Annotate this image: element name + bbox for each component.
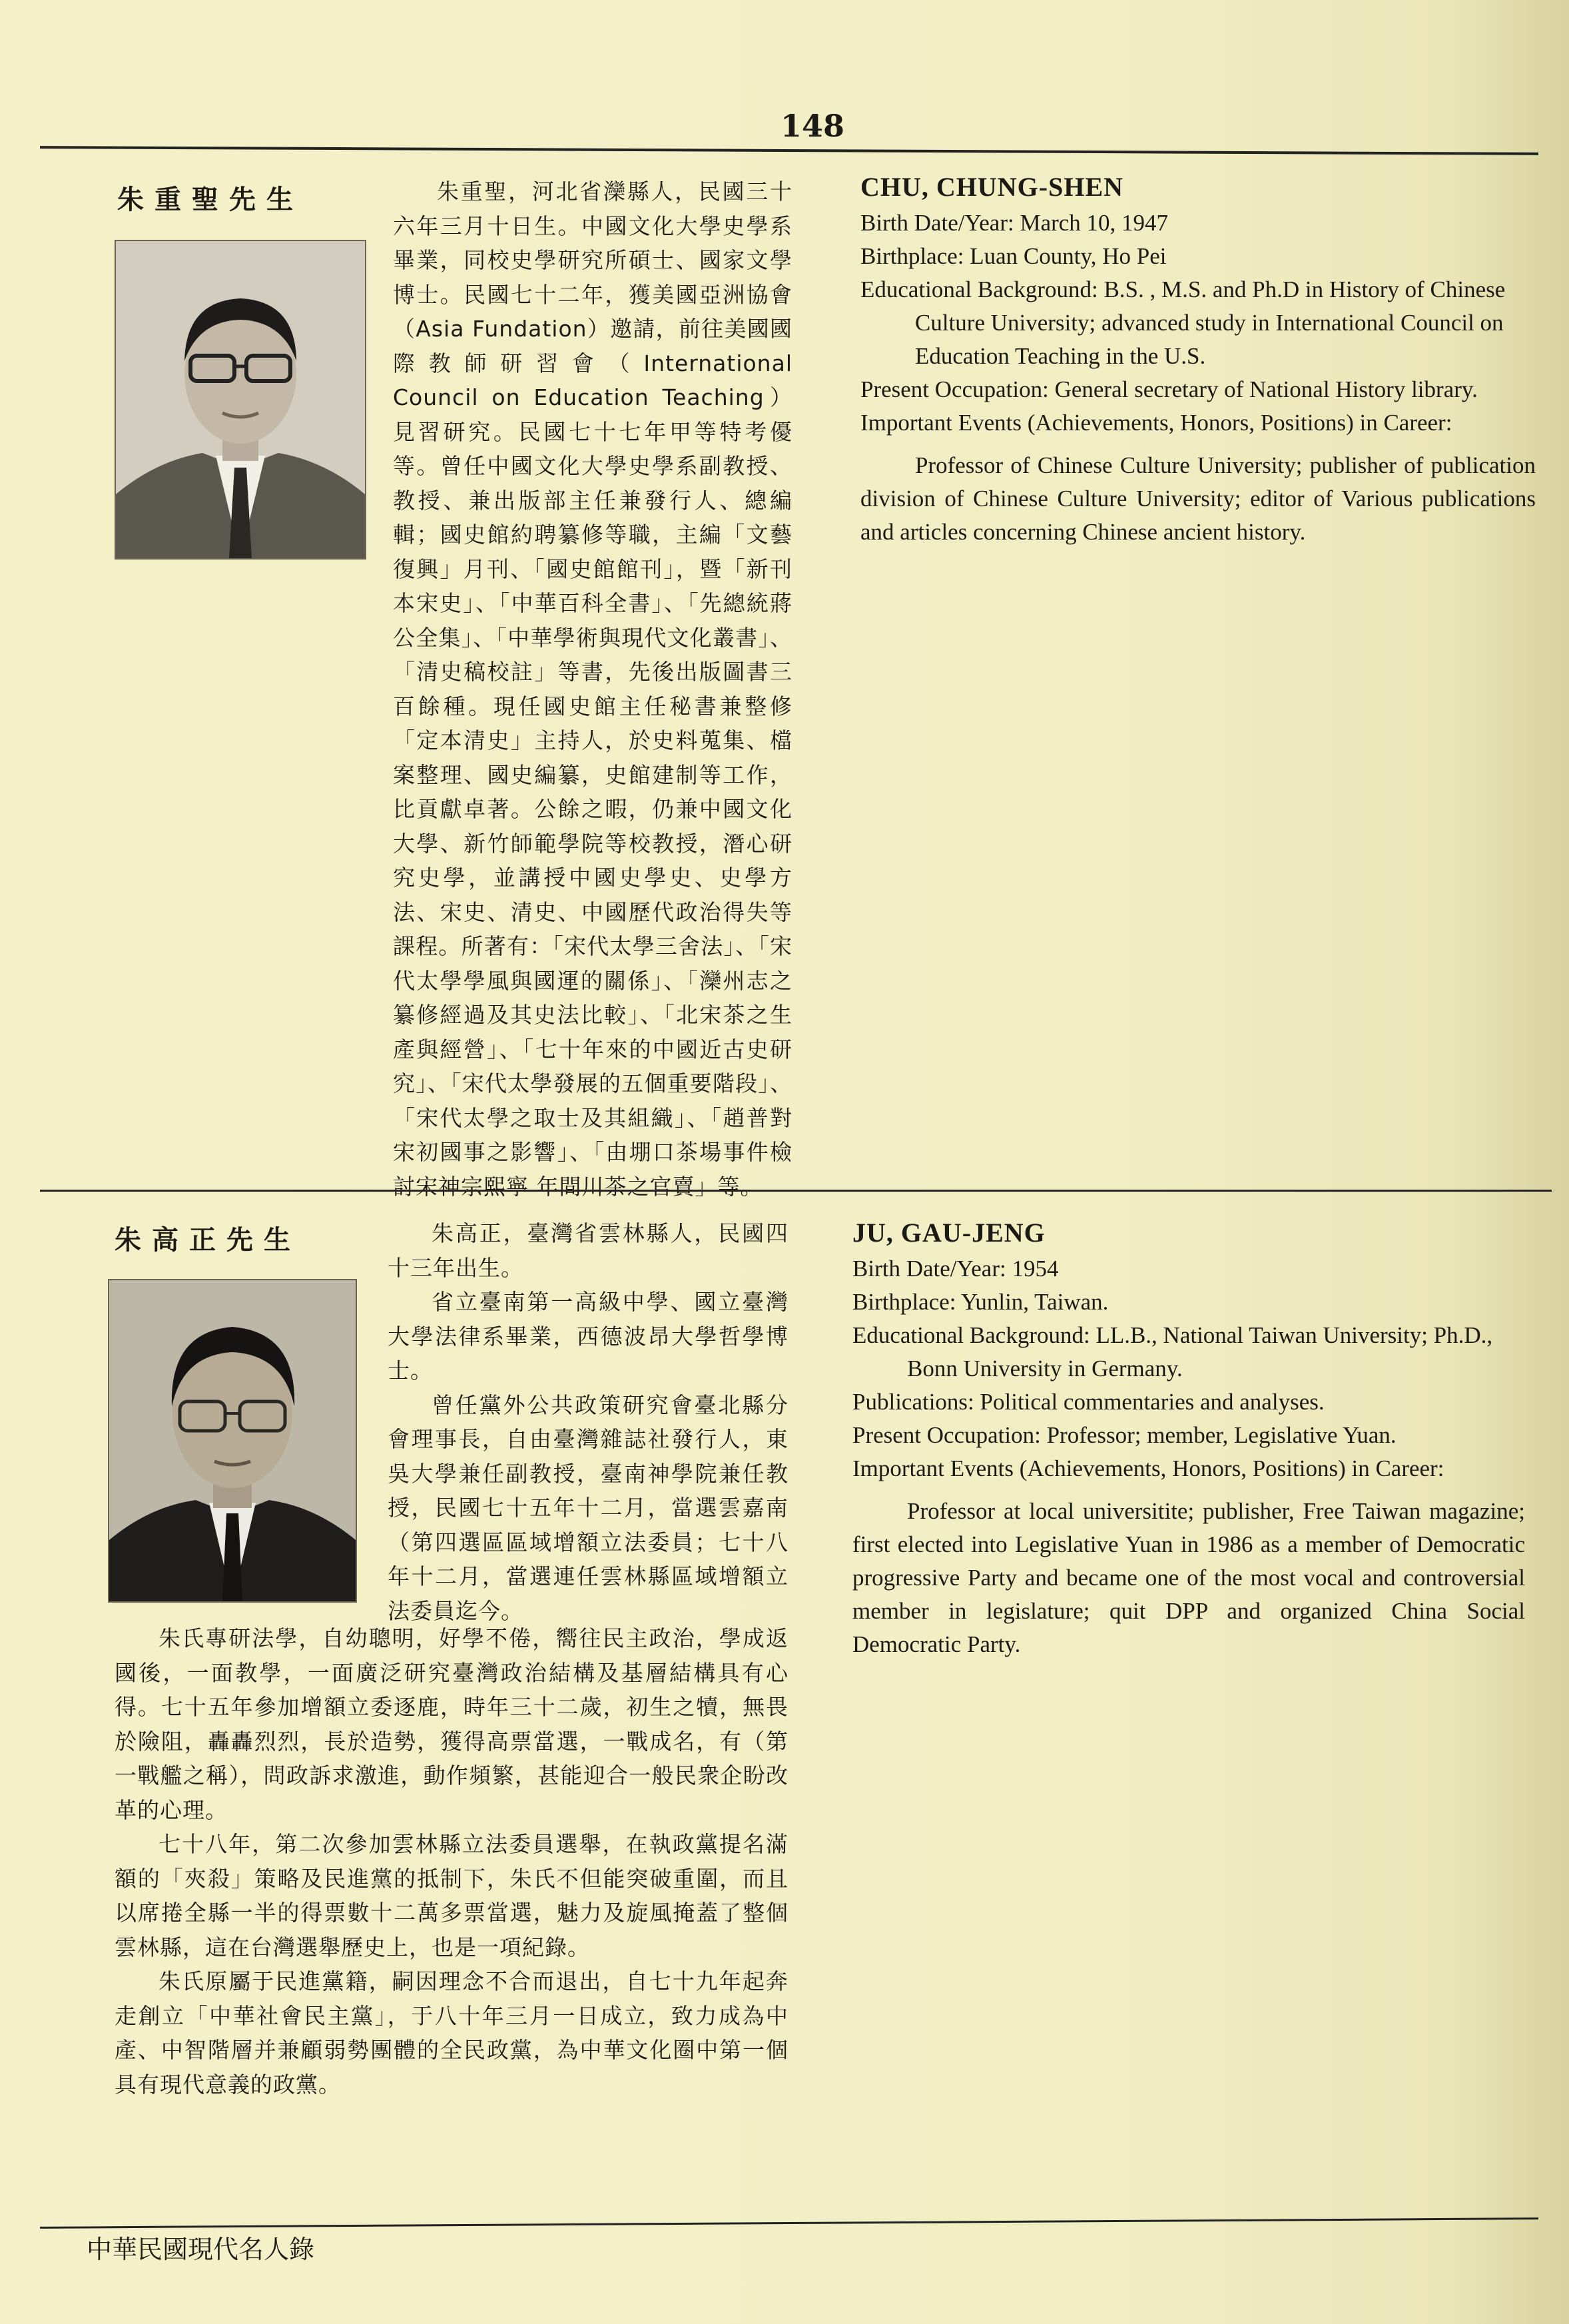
middle-rule [40, 1190, 1552, 1192]
entry-1-name-zh: 朱重聖先生 [117, 185, 304, 215]
entry-2-english-block [852, 1216, 1525, 1661]
entry-2-bio-zh-para-2: 七十八年，第二次參加雲林縣立法委員選舉，在執政黨提名滿額的「夾殺」策略及民進黨的抵制下，朱氏不但能突破重圍，而且以席捲全縣一半的得票數十二萬多票當選，魅力及旋風掩蓋了整個雲林縣，這在台灣選舉歷史上，也是一項紀錄。 [115, 1831, 788, 1960]
entry-1-english-block [860, 171, 1536, 549]
entry-2-bio-zh-intro [388, 1216, 788, 1628]
entry-1-events-heading: Important Events (Achievements, Honors, Positions) in Career: [860, 410, 1452, 436]
page-number: 148 [781, 108, 845, 144]
entry-2-birth-date: Birth Date/Year: 1954 [852, 1256, 1059, 1282]
entry-2-bio-zh-para-3: 朱氏原屬于民進黨籍，嗣因理念不合而退出，自七十九年起奔走創立「中華社會民主黨」，于八十年三月一日成立，致力成為中產、中智階層并兼顧弱勢團體的全民政黨，為中華文化圈中第一個具有現代意義的政黨。 [115, 1968, 788, 2098]
footer-book-title: 中華民國現代名人錄 [87, 2235, 315, 2264]
entry-2-portrait-photo [108, 1279, 357, 1603]
entry-1-education: Educational Background: B.S. , M.S. and Ph.D in History of Chinese Culture University; advanced study in International Council on Education Teaching in the U.S. [860, 276, 1506, 369]
entry-1-bio-zh: 朱重聖，河北省灤縣人，民國三十六年三月十日生。中國文化大學史學系畢業，同校史學研究所碩士、國家文學博士。民國七十二年，獲美國亞洲協會（Asia Fundation）邀請，前往美國國際教師研習會（International Council on Education Teaching）見習研究。民國七十七年甲等特考優等。曾任中國文化大學史學系副教授、教授、兼出版部主任兼發行人、總編輯；國史館約聘纂修等職，主編「文藝復興」月刊、「國史館館刊」，暨「新刊本宋史」、「中華百科全書」、「先總統蔣公全集」、「中華學術與現代文化叢書」、「清史稿校註」等書，先後出版圖書三百餘種。現任國史館主任秘書兼整修「定本清史」主持人，於史料蒐集、檔案整理、國史編纂，史館建制等工作，比貢獻卓著。公餘之暇，仍兼中國文化大學、新竹師範學院等校教授，潛心研究史學，並講授中國史學史、史學方法、宋史、清史、中國歷代政治得失等課程。所著有：「宋代太學三舍法」、「宋代太學學風與國運的關係」、「灤州志之纂修經過及其史法比較」、「北宋茶之生產與經營」、「七十年來的中國近古史研究」、「宋代太學發展的五個重要階段」、「宋代太學之取士及其組織」、「趙普對宋初國事之影響」、「由堋口茶場事件檢討宋神宗熙寧 年間川茶之官賣」等。 [393, 179, 792, 1200]
entry-1-events-paragraph: Professor of Chinese Culture University; publisher of publication division of Chinese Culture University; editor of Various publications and articles concerning Chinese ancient history. [860, 452, 1536, 545]
entry-2-bio-zh-intro-3: 曾任黨外公共政策研究會臺北縣分會理事長，自由臺灣雜誌社發行人，東吳大學兼任副教授，臺南神學院兼任教授，民國七十五年十二月，當選雲嘉南（第四選區區域增額立法委員；七十八年十二月，當選連任雲林縣區域增額立法委員迄今。 [388, 1391, 788, 1624]
portrait-photo-icon [109, 1280, 356, 1601]
entry-2-bio-zh-para-1: 朱氏專研法學，自幼聰明，好學不倦，嚮往民主政治，學成返國後，一面教學，一面廣泛研究臺灣政治結構及基層結構具有心得。七十五年參加增額立委逐鹿，時年三十二歲，初生之犢，無畏於險阻，轟轟烈烈，長於造勢，獲得高票當選，一戰成名，有（第一戰艦之稱），問政訴求激進，動作頻繁，甚能迎合一般民衆企盼改革的心理。 [115, 1625, 788, 1823]
entry-2-name-zh: 朱高正先生 [115, 1225, 301, 1256]
entry-2-events-paragraph: Professor at local universitite; publisher, Free Taiwan magazine; first elected into Legislative Yuan in 1986 as a member of Democratic progressive Party and became one of the most vocal and controversial member in legislature; quit DPP and organized China Social Democratic Party. [852, 1498, 1525, 1657]
entry-1-name-en: CHU, CHUNG-SHEN [860, 172, 1124, 202]
entry-2-name-en: JU, GAU-JENG [852, 1218, 1046, 1248]
entry-1-portrait-photo [115, 240, 366, 560]
entry-2-bio-zh-rest [115, 1621, 788, 2102]
entry-2-occupation: Present Occupation: Professor; member, Legislative Yuan. [852, 1422, 1397, 1448]
portrait-photo-icon [116, 241, 365, 558]
entry-1-occupation: Present Occupation: General secretary of National History library. [860, 376, 1478, 402]
entry-2-birthplace: Birthplace: Yunlin, Taiwan. [852, 1289, 1109, 1315]
entry-1-birthplace: Birthplace: Luan County, Ho Pei [860, 243, 1167, 269]
entry-2-publications: Publications: Political commentaries and analyses. [852, 1389, 1325, 1415]
entry-2-bio-zh-intro-2: 省立臺南第一高級中學、國立臺灣大學法律系畢業，西德波昂大學哲學博士。 [388, 1289, 788, 1383]
entry-1-birth-date: Birth Date/Year: March 10, 1947 [860, 210, 1169, 236]
entry-2-bio-zh-intro-1: 朱高正，臺灣省雲林縣人，民國四十三年出生。 [388, 1220, 788, 1281]
entry-2-education: Educational Background: LL.B., National Taiwan University; Ph.D., Bonn University in Germany. [852, 1322, 1493, 1381]
entry-2-events-heading: Important Events (Achievements, Honors, Positions) in Career: [852, 1455, 1444, 1481]
